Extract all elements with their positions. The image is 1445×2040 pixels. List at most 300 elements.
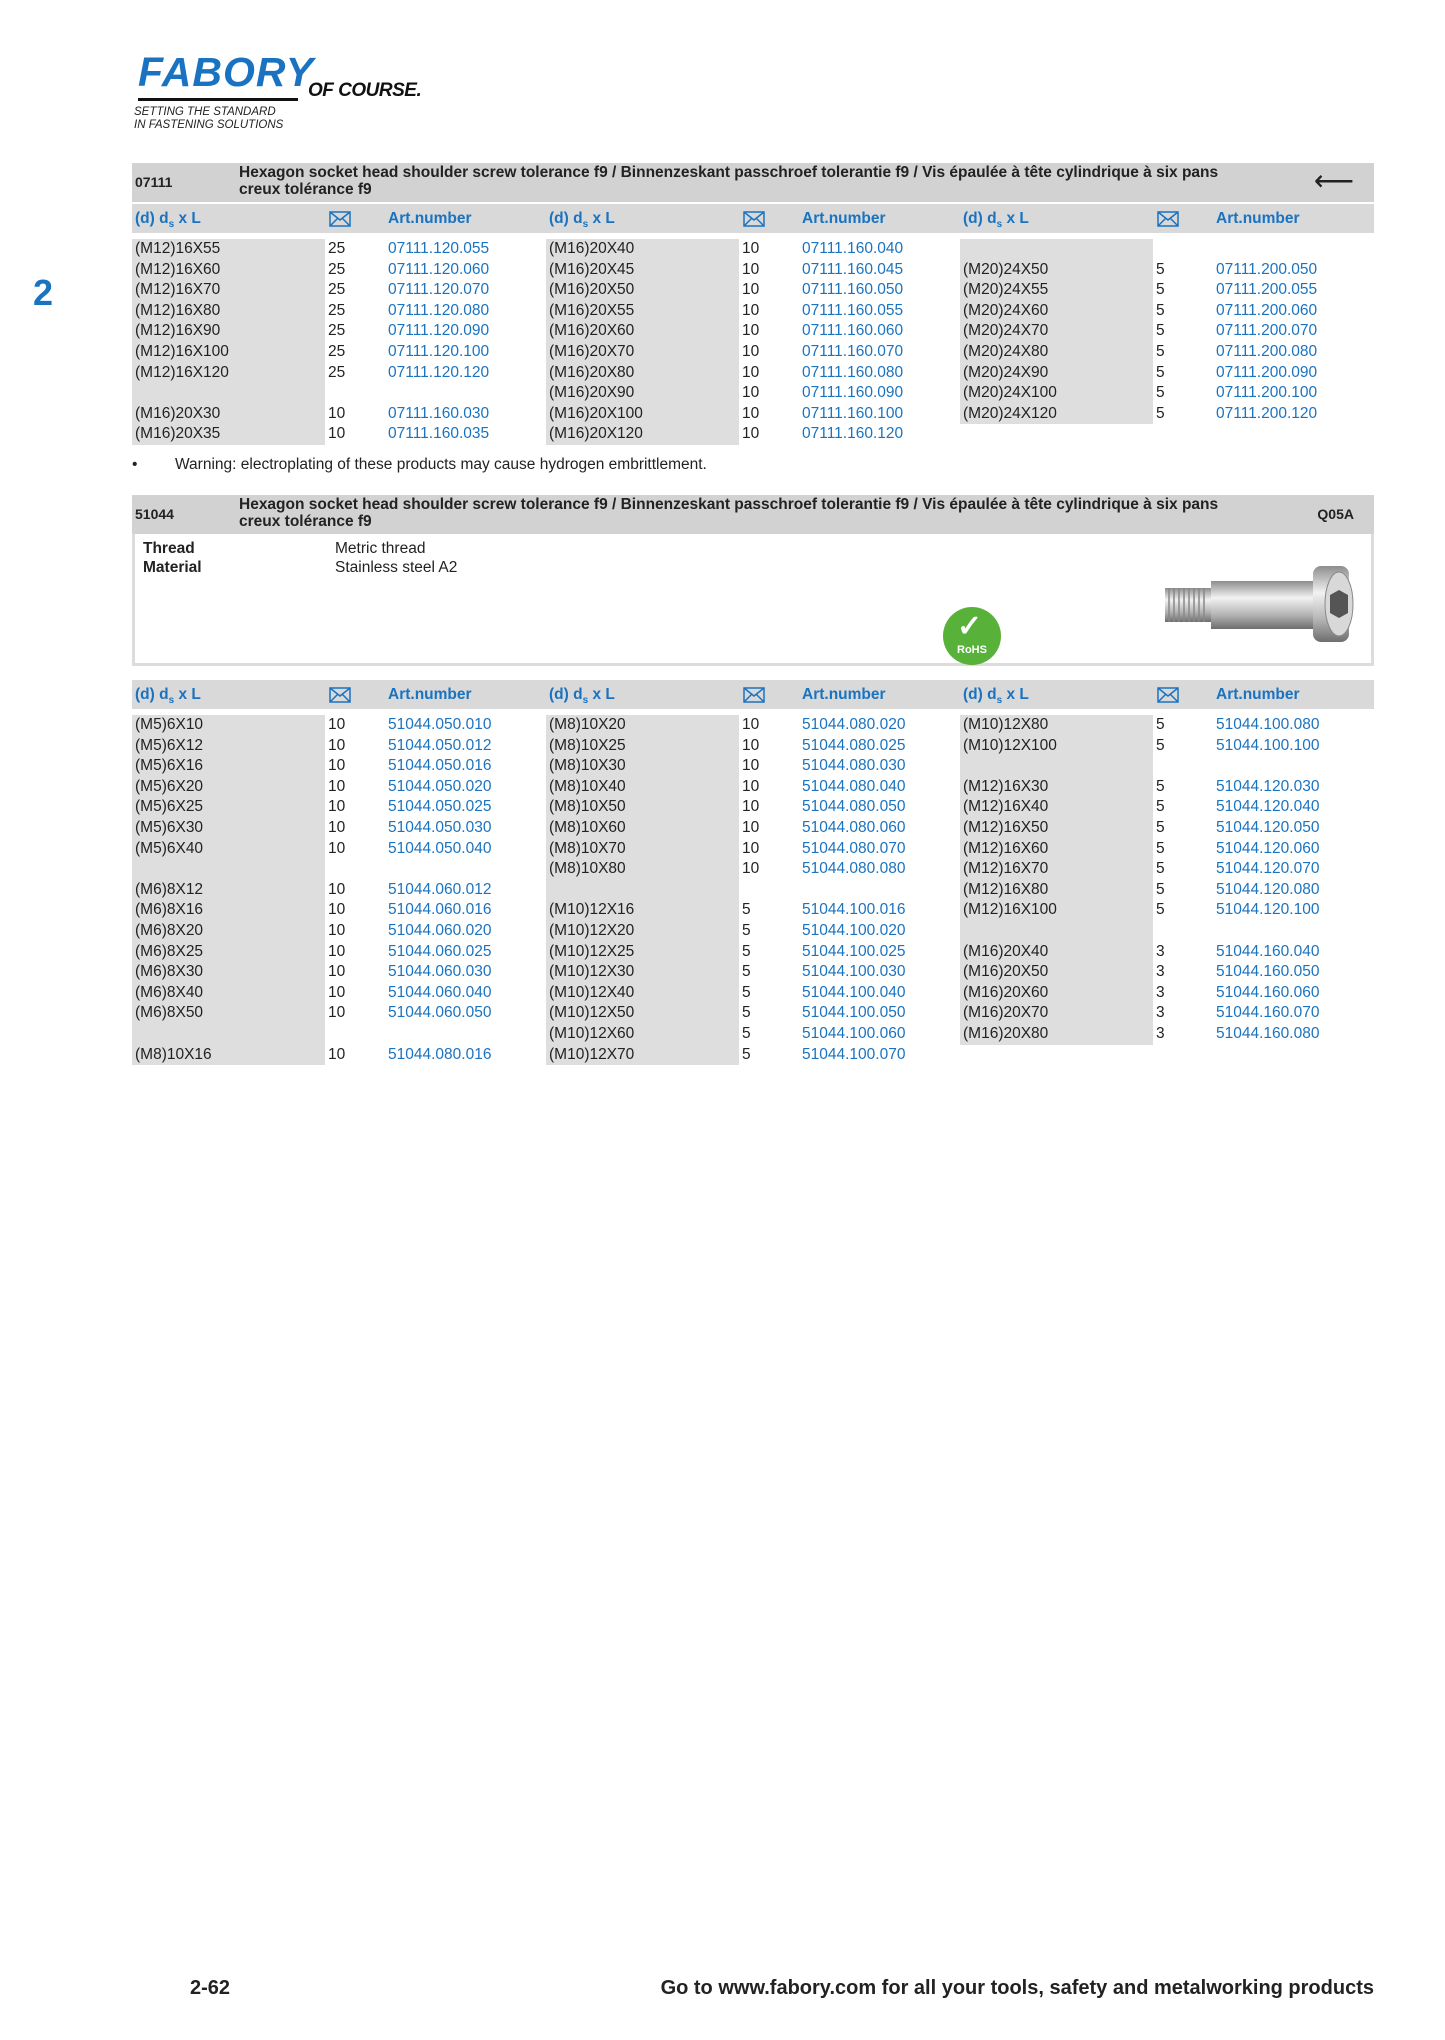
art-number-link[interactable]: 51044.120.060 bbox=[1216, 839, 1320, 857]
table-row bbox=[132, 777, 546, 798]
art-number-link[interactable]: 07111.120.100 bbox=[388, 342, 490, 360]
section-header bbox=[132, 163, 1374, 202]
size-cell: (M16)20X80 bbox=[546, 363, 739, 384]
pack-qty-cell: 10 bbox=[742, 240, 760, 257]
pack-qty-cell: 10 bbox=[328, 880, 346, 898]
size-cell: (M16)20X70 bbox=[546, 342, 739, 363]
size-cell: (M16)20X90 bbox=[546, 383, 739, 404]
art-number-link[interactable]: 07111.160.030 bbox=[388, 404, 490, 422]
table-row bbox=[546, 239, 960, 260]
art-number-link[interactable]: 07111.160.050 bbox=[802, 281, 904, 299]
table-row bbox=[132, 363, 546, 384]
size-cell bbox=[960, 921, 1153, 942]
art-number-link[interactable]: 07111.160.100 bbox=[802, 404, 904, 422]
table-column bbox=[546, 715, 960, 1065]
size-cell: (M16)20X50 bbox=[960, 962, 1153, 983]
size-cell: (M5)6X20 bbox=[132, 777, 325, 798]
art-number-link[interactable]: 51044.100.020 bbox=[802, 921, 906, 939]
table-column bbox=[546, 239, 960, 445]
table-row bbox=[546, 1045, 960, 1066]
table-row bbox=[132, 404, 546, 425]
column-header-size-label: (d) d bbox=[549, 686, 583, 703]
table-row bbox=[132, 342, 546, 363]
table-row bbox=[132, 921, 546, 942]
art-number-link[interactable]: 51044.160.070 bbox=[1216, 1004, 1320, 1022]
column-header-size bbox=[135, 680, 201, 709]
table-row bbox=[132, 756, 546, 777]
table-row bbox=[960, 818, 1374, 839]
section-code: 51044 bbox=[135, 506, 174, 522]
section-title: Hexagon socket head shoulder screw tolerance f9 / Binnenzeskant passchroef tolerantie f9 / Vis épaulée à tête cylindrique à six pans creux tolérance f9 bbox=[239, 496, 1219, 530]
art-number-link[interactable]: 51044.160.060 bbox=[1216, 983, 1320, 1001]
pack-qty-cell: 10 bbox=[742, 777, 760, 795]
size-cell: (M12)16X100 bbox=[960, 900, 1153, 921]
pack-qty-cell: 10 bbox=[742, 281, 760, 299]
column-header-size bbox=[963, 680, 1029, 709]
art-number-link[interactable]: 51044.120.030 bbox=[1216, 777, 1320, 795]
warning-text: Warning: electroplating of these products may cause hydrogen embrittlement. bbox=[175, 456, 707, 473]
back-arrow-icon[interactable]: ⟵ bbox=[1313, 165, 1354, 196]
size-cell: (M6)8X16 bbox=[132, 900, 325, 921]
art-number-link[interactable]: 07111.120.070 bbox=[388, 281, 490, 299]
pack-qty-cell: 10 bbox=[328, 839, 346, 857]
pack-qty-cell: 10 bbox=[328, 798, 346, 816]
column-header-size-label: (d) d bbox=[135, 686, 169, 703]
pack-qty-cell: 10 bbox=[742, 425, 760, 443]
rohs-label: RoHS bbox=[957, 644, 987, 656]
column-header-art: Art.number bbox=[1216, 210, 1300, 227]
pack-qty-cell: 10 bbox=[328, 818, 346, 836]
size-cell: (M10)12X100 bbox=[960, 736, 1153, 757]
art-number-link[interactable]: 07111.160.040 bbox=[802, 240, 904, 257]
pack-qty-cell: 5 bbox=[1156, 363, 1165, 381]
art-number-link[interactable]: 07111.160.045 bbox=[802, 260, 904, 278]
column-header bbox=[132, 202, 1374, 233]
size-cell: (M5)6X40 bbox=[132, 839, 325, 860]
table-row bbox=[960, 962, 1374, 983]
page-number: 2-62 bbox=[190, 1977, 231, 1999]
size-cell: (M6)8X25 bbox=[132, 942, 325, 963]
table-column bbox=[132, 239, 546, 445]
product-table bbox=[132, 715, 1374, 1065]
pack-qty-cell: 5 bbox=[1156, 260, 1165, 278]
art-number-link[interactable]: 51044.100.025 bbox=[802, 942, 906, 960]
art-number-link[interactable]: 51044.160.040 bbox=[1216, 942, 1320, 960]
table-row bbox=[960, 859, 1374, 880]
pack-qty-cell: 10 bbox=[328, 757, 346, 775]
table-row bbox=[132, 1003, 546, 1024]
pack-qty-cell: 10 bbox=[742, 757, 760, 775]
size-cell: (M12)16X60 bbox=[132, 260, 325, 281]
pack-qty-cell: 10 bbox=[328, 983, 346, 1001]
art-number-link[interactable]: 51044.100.100 bbox=[1216, 736, 1320, 754]
pack-qty-cell: 25 bbox=[328, 322, 346, 340]
logo-slogan: OF COURSE. bbox=[308, 80, 422, 101]
art-number-link[interactable]: 07111.160.090 bbox=[802, 384, 904, 402]
size-cell: (M20)24X100 bbox=[960, 383, 1153, 404]
art-number-link[interactable]: 07111.120.090 bbox=[388, 322, 490, 340]
column-header-size-sub: s bbox=[582, 695, 589, 707]
art-number-link[interactable]: 51044.120.050 bbox=[1216, 818, 1320, 836]
pack-qty-cell: 3 bbox=[1156, 983, 1165, 1001]
size-cell: (M12)16X40 bbox=[960, 797, 1153, 818]
table-row bbox=[546, 1024, 960, 1045]
size-cell: (M5)6X30 bbox=[132, 818, 325, 839]
size-cell: (M16)20X60 bbox=[546, 321, 739, 342]
pack-qty-cell: 5 bbox=[742, 963, 751, 981]
size-cell: (M16)20X70 bbox=[960, 1003, 1153, 1024]
column-header-size-sub: s bbox=[168, 219, 175, 231]
table-row bbox=[546, 321, 960, 342]
size-cell bbox=[960, 756, 1153, 777]
table-row bbox=[960, 715, 1374, 736]
pack-qty-cell: 10 bbox=[328, 901, 346, 919]
column-header-art: Art.number bbox=[802, 210, 886, 227]
size-cell: (M16)20X100 bbox=[546, 404, 739, 425]
table-row bbox=[960, 280, 1374, 301]
column-header-size-tail: x L bbox=[588, 686, 615, 703]
art-number-link[interactable]: 51044.080.020 bbox=[802, 716, 906, 733]
size-cell: (M12)16X80 bbox=[132, 301, 325, 322]
table-row bbox=[132, 900, 546, 921]
pack-qty-cell: 5 bbox=[1156, 384, 1165, 402]
art-number-link[interactable]: 51044.100.040 bbox=[802, 983, 906, 1001]
table-row bbox=[960, 404, 1374, 425]
size-cell: (M10)12X20 bbox=[546, 921, 739, 942]
size-cell: (M16)20X50 bbox=[546, 280, 739, 301]
table-row bbox=[132, 797, 546, 818]
art-number-link[interactable]: 07111.200.090 bbox=[1216, 363, 1318, 381]
pack-qty-cell: 5 bbox=[1156, 281, 1165, 299]
thread-label: Thread bbox=[143, 540, 195, 557]
size-cell: (M12)16X80 bbox=[960, 880, 1153, 901]
art-number-link[interactable]: 51044.050.016 bbox=[388, 757, 492, 775]
art-number-link[interactable]: 51044.050.010 bbox=[388, 716, 492, 733]
pack-qty-cell: 10 bbox=[328, 736, 346, 754]
table-row bbox=[546, 839, 960, 860]
art-number-link[interactable]: 51044.120.100 bbox=[1216, 901, 1320, 919]
pack-qty-cell: 5 bbox=[1156, 818, 1165, 836]
table-row bbox=[960, 342, 1374, 363]
art-number-link[interactable]: 07111.160.070 bbox=[802, 342, 904, 360]
pack-qty-cell: 10 bbox=[742, 716, 760, 733]
table-row bbox=[960, 239, 1374, 260]
size-cell: (M16)20X80 bbox=[960, 1024, 1153, 1045]
art-number-link[interactable]: 51044.100.080 bbox=[1216, 716, 1320, 733]
size-cell: (M16)20X45 bbox=[546, 260, 739, 281]
pack-qty-cell: 5 bbox=[1156, 736, 1165, 754]
art-number-link[interactable]: 07111.120.055 bbox=[388, 240, 490, 257]
art-number-link[interactable]: 51044.160.050 bbox=[1216, 963, 1320, 981]
pack-qty-cell: 25 bbox=[328, 281, 346, 299]
table-row bbox=[960, 983, 1374, 1004]
pack-qty-cell: 10 bbox=[742, 736, 760, 754]
pack-qty-cell: 5 bbox=[1156, 777, 1165, 795]
size-cell: (M8)10X60 bbox=[546, 818, 739, 839]
table-row bbox=[960, 777, 1374, 798]
table-row bbox=[960, 363, 1374, 384]
art-number-link[interactable]: 51044.100.030 bbox=[802, 963, 906, 981]
table-row bbox=[960, 736, 1374, 757]
table-row bbox=[546, 818, 960, 839]
size-cell: (M16)20X35 bbox=[132, 424, 325, 445]
pack-qty-cell: 3 bbox=[1156, 942, 1165, 960]
logo-tagline-2: IN FASTENING SOLUTIONS bbox=[134, 119, 284, 131]
size-cell: (M12)16X50 bbox=[960, 818, 1153, 839]
pack-qty-cell: 5 bbox=[1156, 798, 1165, 816]
size-cell bbox=[132, 1024, 325, 1045]
art-number-link[interactable]: 51044.050.012 bbox=[388, 736, 492, 754]
table-row bbox=[960, 839, 1374, 860]
envelope-icon bbox=[743, 687, 765, 708]
pack-qty-cell: 10 bbox=[328, 404, 346, 422]
pack-qty-cell: 10 bbox=[328, 942, 346, 960]
art-number-link[interactable]: 51044.160.080 bbox=[1216, 1024, 1320, 1042]
size-cell: (M12)16X70 bbox=[132, 280, 325, 301]
table-row bbox=[546, 342, 960, 363]
product-info-box bbox=[132, 534, 1374, 666]
table-row bbox=[132, 859, 546, 880]
art-number-link[interactable]: 07111.160.055 bbox=[802, 301, 904, 319]
art-number-link[interactable]: 51044.080.070 bbox=[802, 839, 906, 857]
table-row bbox=[960, 1003, 1374, 1024]
art-number-link[interactable]: 51044.080.025 bbox=[802, 736, 906, 754]
table-row bbox=[960, 921, 1374, 942]
art-number-link[interactable]: 51044.080.050 bbox=[802, 798, 906, 816]
column-header-size-label: (d) d bbox=[135, 210, 169, 227]
pack-qty-cell: 10 bbox=[328, 1045, 346, 1063]
pack-qty-cell: 5 bbox=[742, 1024, 751, 1042]
size-cell: (M8)10X50 bbox=[546, 797, 739, 818]
art-number-link[interactable]: 51044.060.016 bbox=[388, 901, 492, 919]
table-row bbox=[546, 715, 960, 736]
size-cell: (M8)10X16 bbox=[132, 1045, 325, 1066]
column-header-art: Art.number bbox=[388, 686, 472, 703]
table-row bbox=[960, 756, 1374, 777]
art-number-link[interactable]: 51044.080.030 bbox=[802, 757, 906, 775]
table-row bbox=[132, 818, 546, 839]
art-number-link[interactable]: 51044.080.040 bbox=[802, 777, 906, 795]
art-number-link[interactable]: 51044.050.040 bbox=[388, 839, 492, 857]
footer-text: Go to www.fabory.com for all your tools, safety and metalworking products bbox=[660, 1977, 1374, 1999]
art-number-link[interactable]: 51044.120.070 bbox=[1216, 860, 1320, 878]
art-number-link[interactable]: 07111.200.070 bbox=[1216, 322, 1318, 340]
art-number-link[interactable]: 07111.120.080 bbox=[388, 301, 490, 319]
art-number-link[interactable]: 51044.100.050 bbox=[802, 1004, 906, 1022]
art-number-link[interactable]: 07111.200.055 bbox=[1216, 281, 1318, 299]
table-row bbox=[546, 859, 960, 880]
envelope-icon bbox=[1157, 687, 1179, 708]
column-header-size bbox=[135, 204, 201, 233]
pack-qty-cell: 10 bbox=[742, 301, 760, 319]
size-cell: (M8)10X40 bbox=[546, 777, 739, 798]
table-row bbox=[132, 715, 546, 736]
size-cell: (M12)16X90 bbox=[132, 321, 325, 342]
size-cell: (M6)8X12 bbox=[132, 880, 325, 901]
size-cell: (M6)8X20 bbox=[132, 921, 325, 942]
table-row bbox=[546, 404, 960, 425]
table-row bbox=[132, 962, 546, 983]
pack-qty-cell: 10 bbox=[328, 716, 346, 733]
art-number-link[interactable]: 51044.060.025 bbox=[388, 942, 492, 960]
table-row bbox=[132, 1024, 546, 1045]
pack-qty-cell: 10 bbox=[328, 1004, 346, 1022]
column-header-size-sub: s bbox=[582, 219, 589, 231]
check-icon: ✓ bbox=[957, 610, 983, 643]
column-header-size-label: (d) d bbox=[963, 210, 997, 227]
art-number-link[interactable]: 51044.060.012 bbox=[388, 880, 492, 898]
pack-qty-cell: 5 bbox=[742, 1045, 751, 1063]
pack-qty-cell: 10 bbox=[742, 818, 760, 836]
size-cell: (M16)20X120 bbox=[546, 424, 739, 445]
size-cell: (M8)10X80 bbox=[546, 859, 739, 880]
column-header-size-sub: s bbox=[996, 219, 1003, 231]
envelope-icon bbox=[1157, 211, 1179, 232]
art-number-link[interactable]: 07111.160.080 bbox=[802, 363, 904, 381]
column-header-size-tail: x L bbox=[588, 210, 615, 227]
art-number-link[interactable]: 07111.200.100 bbox=[1216, 384, 1318, 402]
pack-qty-cell: 10 bbox=[328, 921, 346, 939]
size-cell bbox=[132, 859, 325, 880]
warning-bullet: • bbox=[132, 456, 138, 473]
art-number-link[interactable]: 51044.120.080 bbox=[1216, 880, 1320, 898]
table-row bbox=[960, 321, 1374, 342]
table-row bbox=[546, 756, 960, 777]
art-number-link[interactable]: 51044.080.080 bbox=[802, 860, 906, 878]
logo-wordmark: FABORY bbox=[138, 49, 315, 95]
pack-qty-cell: 10 bbox=[742, 260, 760, 278]
thread-value: Metric thread bbox=[335, 540, 426, 557]
art-number-link[interactable]: 51044.050.030 bbox=[388, 818, 492, 836]
pack-qty-cell: 10 bbox=[742, 363, 760, 381]
pack-qty-cell: 10 bbox=[742, 798, 760, 816]
column-header-size-tail: x L bbox=[1002, 686, 1029, 703]
art-number-link[interactable]: 51044.060.040 bbox=[388, 983, 492, 1001]
table-row bbox=[546, 383, 960, 404]
art-number-link[interactable]: 51044.100.070 bbox=[802, 1045, 906, 1063]
table-row bbox=[546, 900, 960, 921]
size-cell: (M16)20X40 bbox=[546, 239, 739, 260]
column-header bbox=[132, 678, 1374, 709]
table-row bbox=[132, 239, 546, 260]
art-number-link[interactable]: 51044.060.050 bbox=[388, 1004, 492, 1022]
size-cell: (M20)24X70 bbox=[960, 321, 1153, 342]
size-cell bbox=[960, 239, 1153, 260]
pack-qty-cell: 5 bbox=[742, 901, 751, 919]
art-number-link[interactable]: 07111.160.060 bbox=[802, 322, 904, 340]
art-number-link[interactable]: 07111.120.120 bbox=[388, 363, 490, 381]
art-number-link[interactable]: 07111.200.080 bbox=[1216, 342, 1318, 360]
art-number-link[interactable]: 51044.100.060 bbox=[802, 1024, 906, 1042]
pack-qty-cell: 5 bbox=[1156, 716, 1165, 733]
art-number-link[interactable]: 07111.200.060 bbox=[1216, 301, 1318, 319]
table-row bbox=[546, 280, 960, 301]
art-number-link[interactable]: 07111.200.120 bbox=[1216, 404, 1318, 422]
size-cell: (M10)12X25 bbox=[546, 942, 739, 963]
size-cell: (M16)20X55 bbox=[546, 301, 739, 322]
size-cell: (M8)10X30 bbox=[546, 756, 739, 777]
table-row bbox=[546, 880, 960, 901]
size-cell: (M10)12X50 bbox=[546, 1003, 739, 1024]
size-cell: (M20)24X80 bbox=[960, 342, 1153, 363]
table-row bbox=[546, 424, 960, 445]
size-cell: (M20)24X55 bbox=[960, 280, 1153, 301]
table-row bbox=[546, 962, 960, 983]
table-row bbox=[132, 942, 546, 963]
size-cell: (M12)16X100 bbox=[132, 342, 325, 363]
section-51044 bbox=[132, 495, 1374, 1065]
table-row bbox=[132, 321, 546, 342]
size-cell: (M6)8X40 bbox=[132, 983, 325, 1004]
art-number-link[interactable]: 51044.080.060 bbox=[802, 818, 906, 836]
art-number-link[interactable]: 07111.160.035 bbox=[388, 425, 490, 443]
art-number-link[interactable]: 51044.100.016 bbox=[802, 901, 906, 919]
art-number-link[interactable]: 51044.120.040 bbox=[1216, 798, 1320, 816]
section-header bbox=[132, 495, 1374, 534]
table-row bbox=[960, 1024, 1374, 1045]
table-row bbox=[960, 880, 1374, 901]
chapter-number: 2 bbox=[33, 272, 54, 313]
pack-qty-cell: 5 bbox=[1156, 860, 1165, 878]
size-cell: (M12)16X70 bbox=[960, 859, 1153, 880]
table-row bbox=[546, 797, 960, 818]
size-cell bbox=[546, 880, 739, 901]
table-row bbox=[546, 777, 960, 798]
table-row bbox=[546, 736, 960, 757]
art-number-link[interactable]: 51044.060.020 bbox=[388, 921, 492, 939]
pack-qty-cell: 25 bbox=[328, 342, 346, 360]
column-header-size-tail: x L bbox=[174, 210, 201, 227]
table-row bbox=[132, 383, 546, 404]
pack-qty-cell: 3 bbox=[1156, 1004, 1165, 1022]
table-row bbox=[132, 983, 546, 1004]
column-header-size-sub: s bbox=[996, 695, 1003, 707]
pack-qty-cell: 3 bbox=[1156, 963, 1165, 981]
column-header-size-sub: s bbox=[168, 695, 175, 707]
art-number-link[interactable]: 51044.050.025 bbox=[388, 798, 492, 816]
art-number-link[interactable]: 51044.080.016 bbox=[388, 1045, 492, 1063]
size-cell: (M20)24X50 bbox=[960, 260, 1153, 281]
art-number-link[interactable]: 51044.050.020 bbox=[388, 777, 492, 795]
material-value: Stainless steel A2 bbox=[335, 559, 458, 576]
pack-qty-cell: 5 bbox=[1156, 322, 1165, 340]
table-row bbox=[132, 424, 546, 445]
size-cell: (M12)16X55 bbox=[132, 239, 325, 260]
fabory-logo bbox=[134, 49, 422, 131]
size-cell: (M8)10X70 bbox=[546, 839, 739, 860]
size-cell: (M5)6X16 bbox=[132, 756, 325, 777]
art-number-link[interactable]: 51044.060.030 bbox=[388, 963, 492, 981]
pack-qty-cell: 5 bbox=[1156, 839, 1165, 857]
size-cell: (M12)16X120 bbox=[132, 363, 325, 384]
pack-qty-cell: 5 bbox=[742, 1004, 751, 1022]
table-column bbox=[960, 239, 1374, 445]
pack-qty-cell: 25 bbox=[328, 240, 346, 257]
art-number-link[interactable]: 07111.120.060 bbox=[388, 260, 490, 278]
art-number-link[interactable]: 07111.200.050 bbox=[1216, 260, 1318, 278]
size-cell: (M10)12X80 bbox=[960, 715, 1153, 736]
logo-underline bbox=[138, 98, 298, 101]
pack-qty-cell: 10 bbox=[742, 860, 760, 878]
column-header-art: Art.number bbox=[802, 686, 886, 703]
size-cell: (M5)6X12 bbox=[132, 736, 325, 757]
column-header-size bbox=[549, 680, 615, 709]
column-header-art: Art.number bbox=[388, 210, 472, 227]
pack-qty-cell: 5 bbox=[742, 942, 751, 960]
section-07111 bbox=[132, 163, 1374, 445]
art-number-link[interactable]: 07111.160.120 bbox=[802, 425, 904, 443]
column-header-size bbox=[549, 204, 615, 233]
